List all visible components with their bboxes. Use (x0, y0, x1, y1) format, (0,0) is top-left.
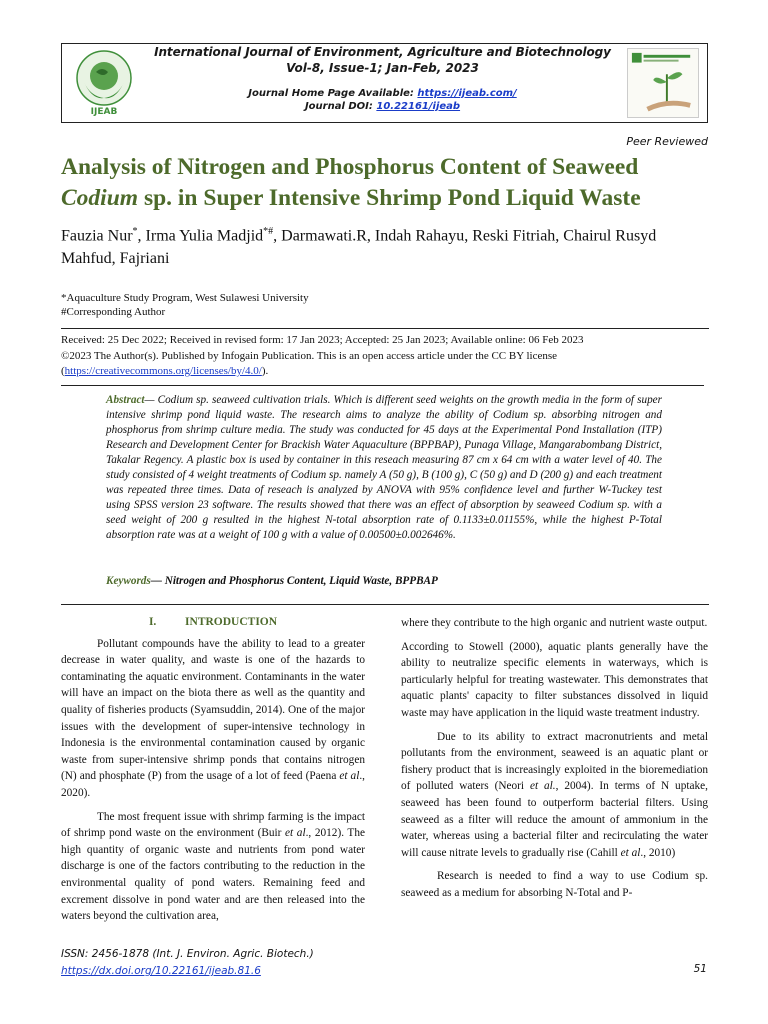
article-doi-link[interactable]: https://dx.doi.org/10.22161/ijeab.81.6 (61, 965, 261, 977)
affiliation-line: *Aquaculture Study Program, West Sulawesi University (61, 292, 309, 304)
abstract-text: Codium sp. seaweed cultivation trials. Which is different seed weights on the growth media in the form of super intensive shrimp pond liquid waste. The research aims to analyze the ability of Codium sp. absorbing nitrogen and phosphorus from shrimp culture media. The study was conducted for 45 days at the Experimental Pond Installation (ITP) Research and Development Center for Brackish Water Aquaculture (BPPBAP), Punaga Village, Mangarabombang District, Takalar Regency. A plastic box is used by container in this reseach measuring 87 cm x 64 cm with a water level of 40. The study consisted of 4 weight treatments of Codium sp. namely A (50 g), B (100 g), C (50 g) and D (200 g) and each treatment was repeated three times. Data of reseach is analyzed by ANOVA with 95% confidence level and further W-Tuckey test using SPSS version 23 software. The results showed that there was an effect of absorption by seaweed Codium sp. with a seed weight of 200 g resulted in the highest N-total absorption rate of 0.1133±0.01155%, while the highest P-Total absorption rate was at a weight of 100 g with a value of 0.00500±0.002646%. (106, 394, 662, 541)
home-link[interactable]: https://ijeab.com/ (417, 88, 517, 99)
paragraph: According to Stowell (2000), aquatic plants generally have the ability to neutralize specific elements in waterways, which is particularly helpful for treating wastewater. This demonstrates that aquatic plants' capacity to filter substances dissolved in liquid waste may have application in the liquid waste treatment industry. (401, 640, 708, 719)
peer-reviewed-label: Peer Reviewed (626, 135, 708, 148)
license-link[interactable]: https://creativecommons.org/licenses/by/4.0/ (64, 365, 262, 377)
paragraph: where they contribute to the high organic and nutrient waste output. (401, 617, 708, 629)
divider (61, 328, 709, 329)
issn-line: ISSN: 2456-1878 (Int. J. Environ. Agric. Biotech.) (61, 948, 314, 960)
journal-name: International Journal of Environment, Agriculture and Biotechnology (154, 45, 611, 59)
author-1-mark: * (132, 226, 138, 237)
author-2-mark: *# (263, 226, 274, 237)
journal-cover-icon (627, 48, 699, 118)
home-label: Journal Home Page Available: (248, 88, 418, 99)
logo-text: IJEAB (90, 107, 118, 117)
left-column (61, 614, 365, 925)
abstract (106, 393, 662, 543)
page-footer (61, 946, 314, 980)
doi-label: Journal DOI: (304, 101, 377, 112)
paren-close: ). (261, 365, 269, 377)
author-1: Fauzia Nur (61, 227, 133, 245)
abstract-label: Abstract (106, 394, 145, 406)
paren-open: ( (61, 365, 65, 377)
right-column (401, 615, 708, 902)
keywords-text: Nitrogen and Phosphorus Content, Liquid Waste, BPPBAP (164, 575, 438, 587)
doi-link[interactable]: 10.22161/ijeab (376, 101, 461, 112)
section-number: I. (148, 616, 157, 628)
abstract-dash: — (144, 394, 158, 406)
page-number: 51 (693, 963, 707, 975)
journal-home (142, 88, 623, 99)
author-2: , Irma Yulia Madjid (137, 227, 264, 245)
article-dates (61, 333, 711, 380)
keywords (106, 575, 662, 587)
title-line1: Analysis of Nitrogen and Phosphorus Content of Seaweed (61, 154, 639, 180)
paragraph: Pollutant compounds have the ability to lead to a greater decrease in water quality, and waste is one of the hazards to contaminating the aquatic environment. Contaminants in the water will have an impact on the biota there as well as the quantity and quality of fisheries products (Syamsuddin, 2014). One of the major issues with the development of super-intensive technology in Indonesia is the environmental contamination caused by organic waste from super-intensive shrimp ponds that contains nitrogen (N) and phosphate (P) from the usage of a lot of feed (Paena et al., 2020). (61, 637, 365, 799)
dates-line: Received: 25 Dec 2022; Received in revised form: 17 Jan 2023; Accepted: 25 Jan 2023; Available online: 06 Feb 2023 (61, 334, 584, 346)
author-rest: , Darmawati.R, Indah Rahayu, Reski Fitriah, Chairul Rusyd Mahfud, Fajriani (61, 227, 657, 268)
paragraph: Research is needed to find a way to use Codium sp. seaweed as a medium for absorbing N-Total and P- (401, 870, 708, 899)
journal-volume: Vol-8, Issue-1; Jan-Feb, 2023 (286, 61, 479, 75)
journal-doi (142, 101, 623, 112)
paper-title (61, 152, 721, 214)
paragraph: The most frequent issue with shrimp farming is the impact of shrimp pond waste on the environment (Buir et al., 2012). The high quantity of organic waste and nutrients from pond water discharge is one of the factors contributing to the reduction in the environmental quality of pond waters. Remaining feed and excrement dissolve in pond water and are then released into the waters beyond the cultivation area, (61, 810, 366, 923)
section-heading (61, 614, 365, 631)
keywords-dash: — (150, 575, 165, 587)
keywords-label: Keywords (106, 575, 151, 587)
section-title: INTRODUCTION (185, 616, 278, 628)
title-line2: sp. in Super Intensive Shrimp Pond Liquid Waste (138, 185, 641, 211)
license-line: ©2023 The Author(s). Published by Infogain Publication. This is an open access article under the CC BY license (61, 349, 558, 362)
divider (61, 604, 709, 605)
title-italic: Codium (61, 185, 139, 211)
paragraph: Due to its ability to extract macronutrients and metal pollutants from the environment, seaweed is an aquatic plant or fishery product that is increasingly exploited in the bioremediation of polluted waters (Neori et al., 2004). In terms of N uptake, seaweed has been found to outperform bacterial filters. Using seaweed as a filter will reduce the amount of ammonium in the water, whereas using a bacterial filter and recirculating the water will cause nitrate levels to gradually rise (Cahill et al., 2010) (401, 730, 708, 859)
journal-logo-icon (70, 48, 138, 118)
affiliation (61, 291, 309, 319)
author-list (61, 220, 711, 270)
journal-header (61, 43, 708, 123)
divider (61, 385, 704, 386)
corresponding-line: #Corresponding Author (61, 306, 166, 318)
